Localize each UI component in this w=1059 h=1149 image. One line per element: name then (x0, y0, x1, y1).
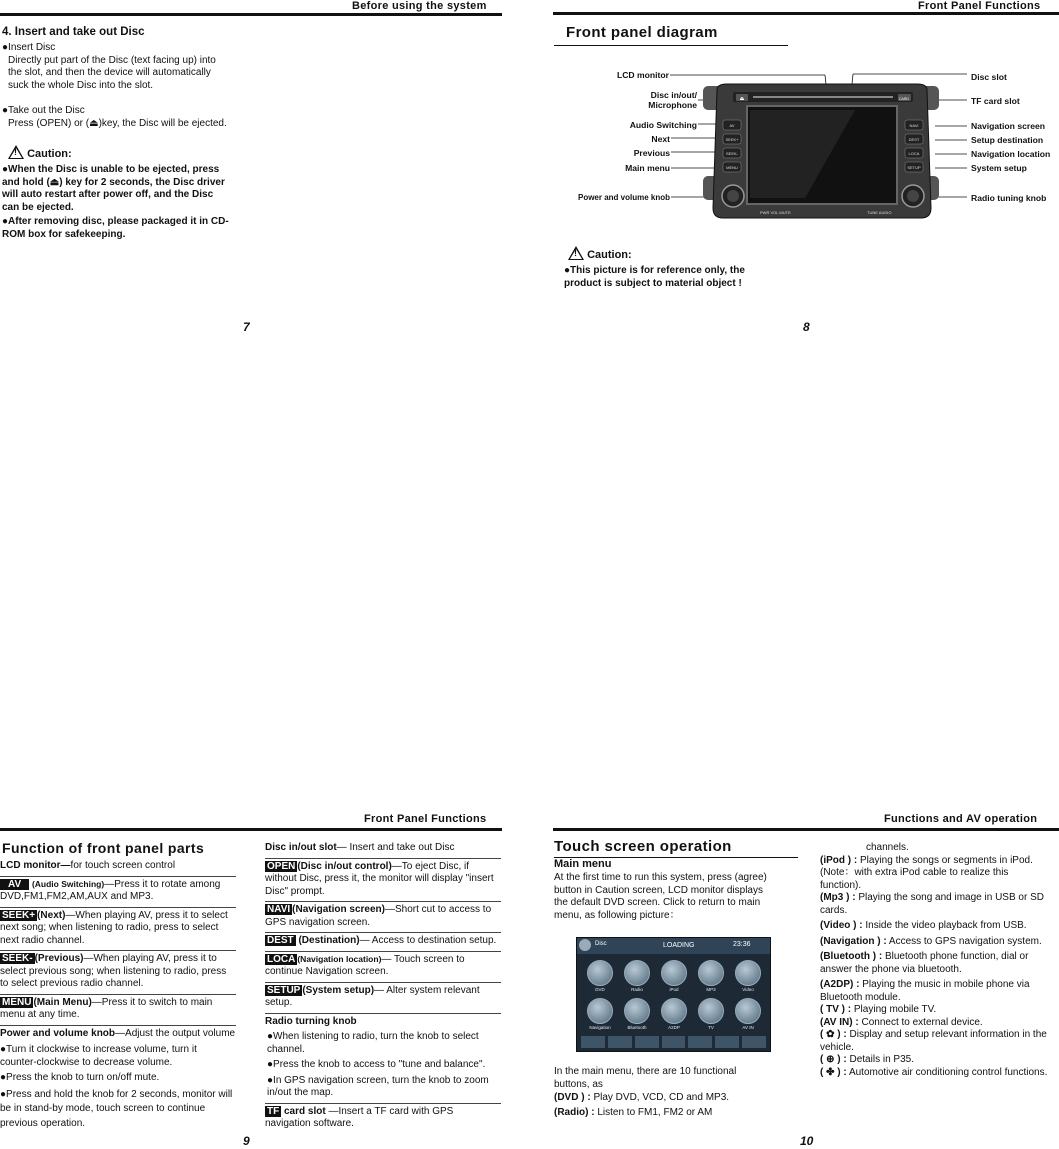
page9-number: 9 (243, 1134, 250, 1148)
tv-label: ( TV ) : (820, 1004, 852, 1015)
ipod-item (820, 855, 1052, 893)
item-label: LCD monitor— (0, 860, 71, 871)
insert-text: Directly put part of the Disc (text facing up) into the slot, and then the device will automatically suck the whole Disc into the slot. (8, 54, 216, 91)
item-label: (Navigation screen) (292, 904, 385, 915)
menu-icon-disc (735, 960, 761, 986)
radio-text: Listen to FM1, FM2 or AM (594, 1107, 713, 1118)
callout-power-volume-knob: Power and volume knob (577, 193, 670, 202)
power-bullet-2: ●Press the knob to turn on/off mute. (0, 1072, 160, 1083)
details-item (820, 1054, 1052, 1067)
navigation-item (820, 936, 1052, 949)
page8-caution-text: ●This picture is for reference only, the product is subject to material object ! (564, 265, 745, 289)
menu-bottom-button[interactable] (662, 1036, 686, 1048)
av-item (0, 877, 236, 908)
menu-time: 23:36 (733, 941, 751, 948)
open-tag: OPEN (267, 860, 296, 872)
menu-bottom-button[interactable] (715, 1036, 739, 1048)
callout-disc-in-out: Disc in/out/ Microphone (648, 90, 697, 111)
menu-icon-disc (624, 998, 650, 1024)
disc-slot-item (265, 840, 501, 859)
menu-tag: MENU (2, 996, 32, 1008)
menu-loading: LOADING (663, 942, 695, 949)
tv-text: Playing mobile TV. (851, 1004, 937, 1015)
page7-number: 7 (243, 320, 250, 334)
radio-bullet-1: ●When listening to radio, turn the knob to select channel. (267, 1031, 479, 1055)
page7-takeout-section (2, 105, 230, 130)
navigation-label: (Navigation ) : (820, 935, 887, 947)
navi-item (265, 902, 501, 933)
radio-item (554, 1107, 774, 1120)
callout-next: Next (651, 134, 670, 144)
page10-right-column (820, 842, 1052, 1079)
item-text: —When playing AV, press it to select next song; when listening to radio, press to select next radio channel. (0, 909, 228, 946)
menu-bottom-button[interactable] (688, 1036, 712, 1048)
tf-tag: TF (267, 1105, 280, 1117)
item-label: (Audio Switching) (31, 878, 105, 889)
menu-bottom-bar (581, 1036, 766, 1048)
power-knob-text: —Adjust the output volume (115, 1027, 236, 1039)
loca-tag: LOCA (267, 953, 296, 965)
page7-header: Before using the system (352, 0, 487, 12)
item-label: (Next) (37, 909, 66, 921)
setup-item (265, 983, 501, 1014)
navigation-text: Access to GPS navigation system. (886, 935, 1042, 947)
item-label: (Main Menu) (33, 996, 92, 1008)
page9-title: Function of front panel parts (2, 840, 205, 856)
tv-item (820, 1004, 1052, 1017)
mp3-item (820, 892, 1052, 917)
menu-icon-disc (661, 998, 687, 1024)
page9-header: Front Panel Functions (364, 813, 487, 825)
main-menu-subtitle: Main menu (554, 858, 612, 870)
menu-icon-label: AV IN (742, 1025, 754, 1030)
radio-bullet-2: ●Press the knob to access to "tune and balance". (267, 1059, 486, 1070)
menu-icon-navigation[interactable] (583, 998, 617, 1032)
lcd-monitor-item (0, 858, 236, 877)
menu-screenshot (576, 937, 771, 1052)
dest-tag: DEST (267, 935, 294, 946)
menu-icon-disc (661, 960, 687, 986)
caution-item-2: ●After removing disc, please packaged it in CD-ROM box for safekeeping. (2, 216, 229, 240)
page8-header: Front Panel Functions (918, 0, 1041, 12)
avin-label: (AV IN) : (820, 1016, 859, 1028)
item-text: —When playing AV, press it to select previous song; when listening to radio, press to select previous radio channel. (0, 953, 227, 989)
a2dp-text: Playing the music in mobile phone via Bluetooth module. (820, 979, 1030, 1003)
tune-audio-label: TUNE AUDIO (867, 210, 892, 215)
menu-icon-label: Navigation (589, 1025, 611, 1030)
navi-tag: NAVI (267, 904, 291, 915)
page7-caution-text (2, 164, 230, 241)
mp3-text: Playing the song and image in USB or SD cards. (820, 892, 1044, 916)
settings-text: Display and setup relevant information in the vehicle. (820, 1029, 1047, 1053)
item-text: — Touch screen to continue Navigation screen. (265, 953, 465, 977)
pwr-vol-label: PWR VOL MUTE (760, 210, 791, 215)
settings-gear-icon: ( ✿ ) : (820, 1029, 847, 1040)
callout-disc-slot: Disc slot (971, 72, 1007, 82)
callout-navigation-location: Navigation location (971, 149, 1051, 159)
menu-icon-label: MP3 (706, 987, 716, 992)
item-text: —Press it to rotate among DVD,FM1,FM2,AM,AUX and MP3. (0, 878, 221, 902)
radio-bullet-3: ●In GPS navigation screen, turn the knob to zoom in/out the map. (267, 1074, 489, 1098)
menu-bottom-button[interactable] (742, 1036, 766, 1048)
main-menu-after: In the main menu, there are 10 functional buttons, as (554, 1066, 737, 1090)
ipod-label: (iPod ) : (820, 854, 858, 866)
page9-right-column (265, 840, 501, 1131)
seek-minus-item (0, 951, 236, 995)
dest-label: DEST (908, 137, 920, 142)
item-label: (Navigation location) (297, 953, 382, 964)
loca-item (265, 952, 501, 983)
item-label: Disc in/out slot (265, 842, 337, 853)
eject-key-label: ⏏ (739, 96, 745, 102)
disc-icon (579, 939, 591, 951)
seek-minus-tag: SEEK- (2, 953, 33, 964)
radio-continued: channels. (866, 842, 909, 853)
item-text: —Press it to switch to main menu at any time. (0, 996, 213, 1020)
menu-icon-tv[interactable] (694, 998, 728, 1032)
callout-radio-tuning-knob: Radio tuning knob (971, 193, 1047, 203)
menu-icon-radio[interactable] (620, 960, 654, 994)
seek-plus-item (0, 908, 236, 952)
menu-icon-ipod[interactable] (657, 960, 691, 994)
item-label: (Disc in/out control) (297, 860, 392, 872)
caution-label: Caution: (587, 249, 632, 261)
card-key-label: CARD (899, 97, 909, 101)
warning-icon (8, 145, 24, 159)
power-bullet-1: ●Turn it clockwise to increase volume, turn it counter-clockwise to decrease volume. (0, 1044, 197, 1068)
item-text: —To eject Disc, if without Disc, press it, the monitor will display "insert Disc" prompt. (265, 860, 494, 897)
menu-icon-dvd[interactable] (583, 960, 617, 994)
setup-label: SETUP (907, 165, 921, 170)
menu-icon-disc (587, 960, 613, 986)
ipod-text: Playing the songs or segments in iPod.(Note：with extra iPod cable to realize this function). (820, 854, 1033, 891)
menu-icon-av-in[interactable] (731, 998, 765, 1032)
menu-icon-bluetooth[interactable] (620, 998, 654, 1032)
details-text: Details in P35. (846, 1054, 914, 1065)
page7-header-rule (0, 13, 502, 16)
seek-minus-label: SEEK- (725, 151, 739, 156)
callout-audio-switching: Audio Switching (629, 120, 697, 130)
insert-heading: ●Insert Disc (2, 42, 56, 53)
menu-icon-label: DVD (595, 987, 605, 992)
menu-icon-video[interactable] (731, 960, 765, 994)
menu-label: MENU (726, 165, 738, 170)
callout-lcd-monitor: LCD monitor (616, 70, 669, 80)
menu-icon-disc (698, 960, 724, 986)
page10-header-rule (553, 828, 1059, 831)
tf-text: —Insert a TF card with GPS navigation software. (265, 1105, 454, 1129)
page7-caution (8, 145, 72, 162)
page10-number: 10 (800, 1134, 814, 1148)
mp3-label: (Mp3 ) : (820, 892, 856, 903)
page8-title: Front panel diagram (566, 24, 718, 41)
page9-left-column (0, 858, 236, 1131)
item-text: for touch screen control (70, 860, 176, 871)
warning-icon (568, 246, 584, 260)
bluetooth-item (820, 951, 1052, 976)
aircon-item (820, 1067, 1052, 1080)
menu-icon-disc (735, 998, 761, 1024)
menu-icon-disc (624, 960, 650, 986)
menu-icon-label: iPod (669, 987, 679, 992)
callout-navigation-screen: Navigation screen (971, 121, 1046, 131)
menu-icon-label: Video (742, 987, 754, 992)
main-menu-intro: At the first time to run this system, press (agree) button in Caution screen, LCD monitor displays the default DVD screen. Click to return to main menu, as following picture： (554, 872, 767, 921)
menu-icon-disc (698, 998, 724, 1024)
menu-bottom-button[interactable] (635, 1036, 659, 1048)
callout-main-menu: Main menu (625, 163, 670, 173)
knob-center (907, 190, 919, 202)
callout-system-setup: System setup (971, 163, 1027, 173)
open-item (265, 859, 501, 903)
item-label: (System setup) (302, 984, 375, 996)
page9-header-rule (0, 828, 502, 831)
item-text: —Short cut to access to GPS navigation screen. (265, 904, 492, 928)
seek-plus-tag: SEEK+ (2, 909, 36, 921)
bluetooth-text: Bluetooth phone function, dial or answer the phone via bluetooth. (820, 951, 1029, 975)
page7-insert-section (2, 42, 230, 92)
radio-knob-heading: Radio turning knob (265, 1015, 357, 1027)
menu-icon-label: Bluetooth (627, 1025, 647, 1030)
av-button-label: AV (729, 123, 735, 128)
page10-title: Touch screen operation (554, 838, 732, 855)
av-tag: AV (0, 879, 29, 890)
menu-bottom-button[interactable] (608, 1036, 632, 1048)
callout-tf-card-slot: TF card slot (971, 96, 1020, 106)
menu-icon-disc (587, 998, 613, 1024)
video-label: (Video ) : (820, 920, 863, 931)
item-label: (Destination) (295, 935, 360, 946)
page8-title-rule (554, 45, 788, 46)
power-knob-item (0, 1026, 236, 1044)
menu-icon-label: A2DP (668, 1025, 680, 1030)
item-label: (Previous) (34, 953, 84, 964)
item-text: — Insert and take out Disc (336, 842, 455, 853)
video-text: Inside the video playback from USB. (862, 920, 1027, 931)
menu-item (0, 995, 236, 1026)
bluetooth-label: (Bluetooth ) : (820, 951, 883, 962)
item-text: — Access to destination setup. (359, 935, 497, 946)
page8-header-rule (553, 12, 1059, 15)
dest-item (265, 933, 501, 952)
dvd-item (554, 1092, 774, 1105)
callout-setup-destination: Setup destination (971, 135, 1044, 145)
power-bullet-3: ●Press and hold the knob for 2 seconds, monitor will be in stand-by mode, touch screen to continue previous operation. (0, 1088, 233, 1129)
takeout-heading: ●Take out the Disc (2, 105, 85, 116)
tf-label: card slot (284, 1105, 326, 1117)
caution-item-1: ●When the Disc is unable to be ejected, press and hold (⏏) key for 2 seconds, the Disc driver will auto restart after power off, and the Disc can be ejected. (2, 164, 225, 213)
video-item (820, 920, 1052, 933)
seek-plus-label: SEEK+ (725, 137, 739, 142)
page7-title: 4. Insert and take out Disc (2, 26, 145, 38)
fan-icon: ( ✤ ) : (820, 1066, 847, 1078)
setup-tag: SETUP (267, 984, 301, 996)
tf-card-item (265, 1103, 501, 1131)
caution-label: Caution: (27, 148, 72, 160)
details-icon: ( ⊕ ) : (820, 1054, 847, 1065)
page8-caution (568, 246, 632, 263)
knob-center (727, 190, 739, 202)
radio-label: (Radio) : (554, 1107, 595, 1118)
avin-text: Connect to external device. (858, 1016, 983, 1028)
a2dp-label: (A2DP) : (820, 979, 860, 990)
menu-icon-mp3[interactable] (694, 960, 728, 994)
menu-icon-label: Radio (631, 987, 643, 992)
item-text: — Alter system relevant setup. (265, 984, 480, 1008)
dvd-text: Play DVD, VCD, CD and MP3. (590, 1092, 730, 1103)
navi-label: NAVI (909, 123, 919, 128)
avin-item (820, 1017, 1052, 1030)
page8-number: 8 (803, 320, 810, 334)
page10-header: Functions and AV operation (884, 813, 1038, 825)
a2dp-item (820, 979, 1052, 1004)
aircon-text: Automotive air conditioning control functions. (846, 1066, 1048, 1078)
menu-disc-label: Disc (595, 941, 607, 947)
power-knob-label: Power and volume knob (0, 1027, 116, 1039)
menu-icon-a2dp[interactable] (657, 998, 691, 1032)
callout-previous: Previous (633, 148, 670, 158)
menu-icon-label: TV (708, 1025, 714, 1030)
disc-slot (753, 96, 893, 98)
loca-label: LOCA (908, 151, 920, 156)
takeout-text: Press (OPEN) or (⏏)key, the Disc will be ejected. (8, 117, 227, 129)
settings-item (820, 1029, 1052, 1054)
menu-bottom-button[interactable] (581, 1036, 605, 1048)
dvd-label: (DVD ) : (554, 1092, 591, 1103)
